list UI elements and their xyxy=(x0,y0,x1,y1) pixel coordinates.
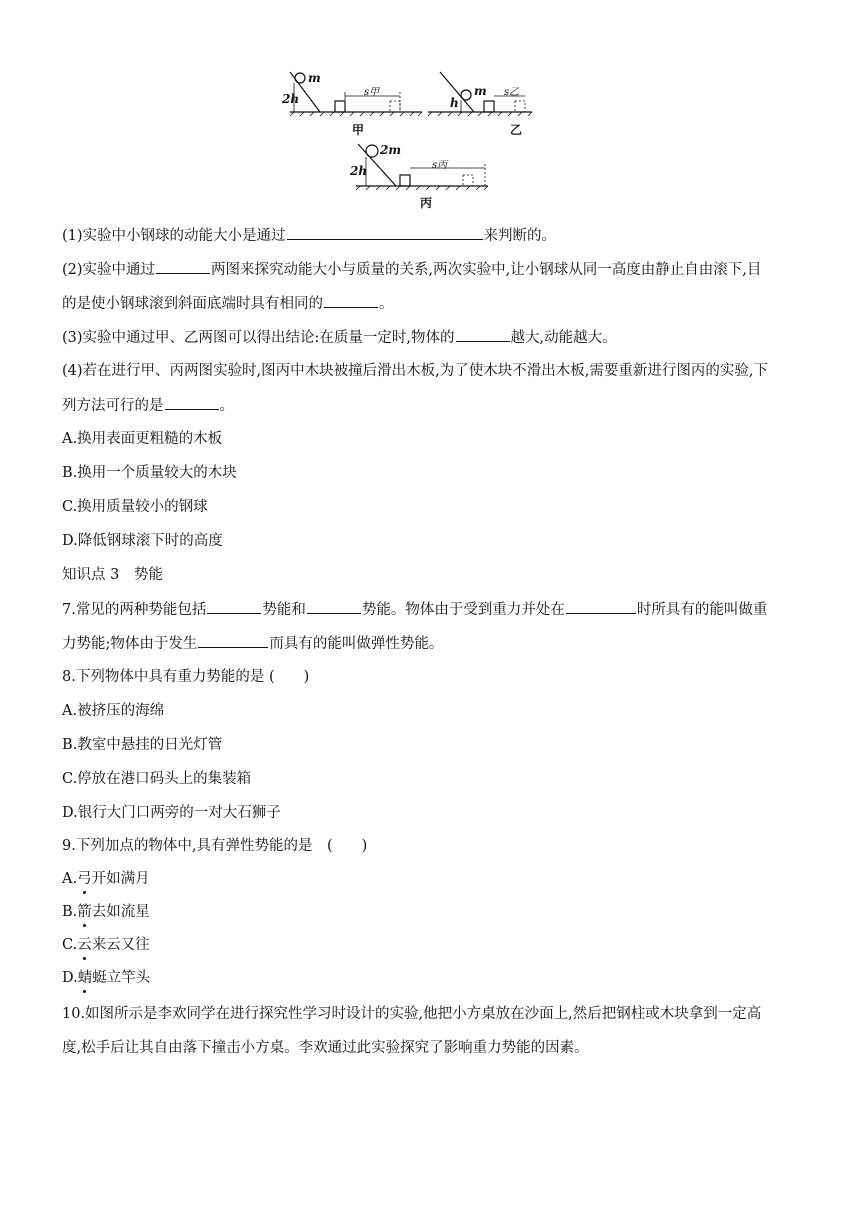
q6-p4-text-c: 。 xyxy=(219,398,234,414)
q9-stem: 9.下列加点的物体中,具有弹性势能的是 ( ) xyxy=(62,838,368,854)
q7-blank3[interactable] xyxy=(566,599,636,614)
label-m-jia: m xyxy=(308,71,321,85)
q9-b-rest: 去如流星 xyxy=(91,904,150,920)
q9-d-dotted: 蜻 xyxy=(77,970,93,986)
q6-p2-text-a: (2)实验中通过 xyxy=(62,262,156,278)
block-bing xyxy=(400,175,410,186)
q9-a-rest: 开如满月 xyxy=(91,871,150,887)
q6-option-c: C.换用质量较小的钢球 xyxy=(62,499,208,515)
q7-blank2[interactable] xyxy=(307,599,361,614)
q7-blank1[interactable] xyxy=(207,599,261,614)
q10-line1: 10.如图所示是李欢同学在进行探究性学习时设计的实验,他把小方桌放在沙面上,然后把钢柱或木块拿到一定高 xyxy=(62,1006,762,1022)
q6-p2-text-c: 的是使小钢球滚到斜面底端时具有相同的 xyxy=(62,296,323,312)
q6-p2-blank2[interactable] xyxy=(324,293,378,308)
section-heading: 知识点 3 势能 xyxy=(62,567,163,583)
q7-text-f: 而具有的能叫做弹性势能。 xyxy=(269,636,444,652)
q6-p1-text-a: (1)实验中小钢球的动能大小是通过 xyxy=(62,228,286,244)
q9-d-prefix: D. xyxy=(62,970,78,986)
incline-experiment-figure xyxy=(280,66,560,216)
label-s-jia: s甲 xyxy=(364,87,380,98)
label-h-bing: 2h xyxy=(350,164,368,178)
q9-option-a xyxy=(62,869,802,889)
q7-blank4[interactable] xyxy=(198,633,268,648)
q8-option-a: A.被挤压的海绵 xyxy=(62,703,165,719)
q6-p3-text-b: 越大,动能越大。 xyxy=(510,330,617,346)
q6-part4-line1 xyxy=(62,361,802,381)
q9-option-b xyxy=(62,902,802,922)
q7-text-d: 时所具有的能叫做重 xyxy=(636,602,768,618)
q9-a-dotted: 弓 xyxy=(77,871,92,887)
q8-option-b: B.教室中悬挂的日光灯管 xyxy=(62,737,223,753)
q7-line2 xyxy=(62,633,802,654)
q6-option-a: A.换用表面更粗糙的木板 xyxy=(62,431,223,447)
q7-text-b: 势能和 xyxy=(262,602,306,618)
q6-option-d: D.降低钢球滚下时的高度 xyxy=(62,533,223,549)
label-h-yi: h xyxy=(450,96,459,110)
q7-line1 xyxy=(62,599,802,620)
q6-part4-line2 xyxy=(62,395,802,416)
label-m-bing: 2m xyxy=(380,143,402,157)
ball-yi xyxy=(461,90,471,100)
q9-c-prefix: C. xyxy=(62,937,78,953)
q9-b-dotted: 箭 xyxy=(77,904,92,920)
label-s-bing: s丙 xyxy=(432,160,448,171)
q6-p4-blank[interactable] xyxy=(165,395,219,410)
q6-part2-line2 xyxy=(62,293,802,314)
q8-option-d: D.银行大门口两旁的一对大石狮子 xyxy=(62,805,281,821)
q6-p2-text-b: 两图来探究动能大小与质量的关系,两次实验中,让小钢球从同一高度由静止自由滚下,目 xyxy=(211,262,762,278)
q7-text-e: 力势能;物体由于发生 xyxy=(62,636,198,652)
q8-stem: 8.下列物体中具有重力势能的是 ( ) xyxy=(62,669,310,685)
q6-part1 xyxy=(62,225,802,246)
label-m-yi: m xyxy=(474,84,487,98)
q10-line2: 度,松手后让其自由落下撞击小方桌。李欢通过此实验探究了影响重力势能的因素。 xyxy=(62,1040,589,1056)
q7-text-a: 7.常见的两种势能包括 xyxy=(62,602,207,618)
q9-c-dotted: 云 xyxy=(77,937,92,953)
block-yi xyxy=(484,101,494,112)
q6-p2-text-d: 。 xyxy=(379,296,394,312)
label-h-jia: 2h xyxy=(282,92,300,106)
q9-a-prefix: A. xyxy=(62,871,78,887)
block-jia xyxy=(335,101,345,112)
q9-c-rest: 来云又往 xyxy=(91,937,150,953)
q7-text-c: 势能。物体由于受到重力并处在 xyxy=(361,602,565,618)
q6-p4-text-b: 列方法可行的是 xyxy=(62,398,164,414)
q6-option-b: B.换用一个质量较大的木块 xyxy=(62,465,237,481)
q6-p1-text-b: 来判断的。 xyxy=(483,228,557,244)
label-s-yi: s乙 xyxy=(504,87,520,98)
q6-p2-blank1[interactable] xyxy=(156,259,210,274)
q6-part3 xyxy=(62,327,802,348)
ball-bing xyxy=(366,145,378,157)
q6-p4-text-a: (4)若在进行甲、丙两图实验时,图丙中木块被撞后滑出木板,为了使木块不滑出木板,需要重新进行图丙的实验,下 xyxy=(62,363,768,379)
q9-b-prefix: B. xyxy=(62,904,78,920)
q9-option-d xyxy=(62,968,802,988)
q6-p3-blank[interactable] xyxy=(456,327,510,342)
q6-part2-line1 xyxy=(62,259,802,280)
label-bing: 丙 xyxy=(420,196,433,210)
label-yi: 乙 xyxy=(510,123,523,137)
label-jia: 甲 xyxy=(352,123,365,137)
q9-option-c xyxy=(62,935,802,955)
q9-d-rest: 蜓立竿头 xyxy=(92,970,151,986)
ball-jia xyxy=(295,73,305,83)
q6-p1-blank[interactable] xyxy=(287,225,483,240)
q6-p3-text-a: (3)实验中通过甲、乙两图可以得出结论:在质量一定时,物体的 xyxy=(62,330,455,346)
q8-option-c: C.停放在港口码头上的集装箱 xyxy=(62,771,252,787)
